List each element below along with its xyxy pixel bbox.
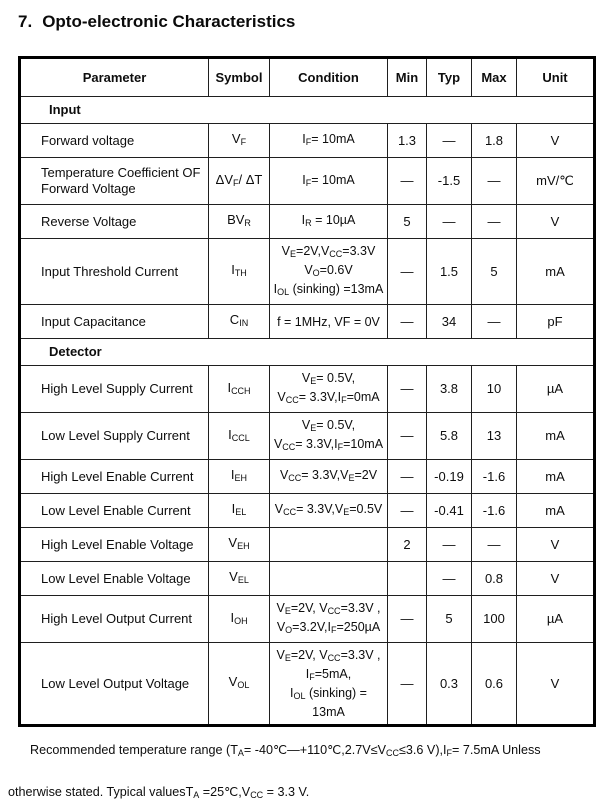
subscript: CC — [283, 507, 297, 517]
section-label: Detector — [20, 339, 595, 366]
cell-parameter: Input Capacitance — [20, 305, 209, 339]
cell-max: 13 — [472, 413, 517, 460]
subscript: CC — [282, 442, 296, 452]
subscript: E — [348, 473, 355, 483]
cell-condition — [270, 239, 388, 305]
subscript: F — [309, 672, 315, 682]
cell-unit: µA — [517, 596, 595, 643]
col-header-min: Min — [388, 58, 427, 97]
cell-min: — — [388, 239, 427, 305]
cell-symbol: $BV_R$ — [209, 205, 270, 239]
cell-typ: 5 — [427, 596, 472, 643]
subscript: E — [290, 249, 297, 259]
cell-parameter: High Level Enable Voltage — [20, 528, 209, 562]
cell-parameter: Reverse Voltage — [20, 205, 209, 239]
col-header-max: Max — [472, 58, 517, 97]
subscript: F — [330, 625, 337, 635]
cell-min: — — [388, 596, 427, 643]
cell-typ: 34 — [427, 305, 472, 339]
cell-condition — [270, 562, 388, 596]
cell-min: 2 — [388, 528, 427, 562]
characteristics-table — [18, 56, 596, 727]
cell-unit: pF — [517, 305, 595, 339]
cell-typ: — — [427, 562, 472, 596]
table-row — [20, 205, 595, 239]
cell-typ: — — [427, 528, 472, 562]
condition-line: $I_F=5mA$, — [305, 667, 352, 682]
condition-line: $I_F= 10mA$ — [302, 172, 355, 188]
cell-min — [388, 562, 427, 596]
footnote-line-1: Recommended temperature range ($T_A=$ $-40℃—+110℃,2.7V\le V_{CC}\le 3.6$ $V),I_F= 7.5mA$ Unless — [30, 743, 541, 758]
cell-max: 5 — [472, 239, 517, 305]
section-number: 7. — [18, 12, 33, 31]
col-header-unit: Unit — [517, 58, 595, 97]
cell-unit: mA — [517, 460, 595, 494]
cell-unit: V — [517, 205, 595, 239]
cell-min: 5 — [388, 205, 427, 239]
col-header-condition: Condition — [270, 58, 388, 97]
cell-symbol: $V_{EH}$ — [209, 528, 270, 562]
table-body — [20, 97, 595, 726]
condition-line: $I_{OL}$ (sinking) =13mA — [273, 282, 384, 297]
cell-symbol: $V_{OL}$ — [209, 643, 270, 726]
condition-line: $I_F= 10mA$ — [302, 132, 355, 147]
table-row — [20, 158, 595, 205]
cell-parameter: Low Level Output Voltage — [20, 643, 209, 726]
cell-typ: -0.19 — [427, 460, 472, 494]
cell-condition — [270, 413, 388, 460]
cell-max: 1.8 — [472, 124, 517, 158]
subscript: OL — [277, 287, 290, 297]
condition-line: $V_E= 0.5V$, — [301, 418, 356, 433]
table-row — [20, 460, 595, 494]
subscript: E — [310, 376, 317, 386]
cell-typ: 5.8 — [427, 413, 472, 460]
cell-parameter: High Level Enable Current — [20, 460, 209, 494]
col-header-typ: Typ — [427, 58, 472, 97]
cell-parameter: High Level Output Current — [20, 596, 209, 643]
subscript: F — [337, 442, 344, 452]
cell-condition — [270, 158, 388, 205]
cell-min: — — [388, 643, 427, 726]
subscript: EL — [235, 507, 247, 517]
cell-symbol: $\Delta V_F/$ ΔT — [209, 158, 270, 205]
cell-condition — [270, 528, 388, 562]
cell-condition — [270, 596, 388, 643]
subscript: OH — [234, 615, 248, 626]
cell-unit: V — [517, 562, 595, 596]
subscript: F — [446, 748, 453, 758]
footnote-line-2: otherwise stated. Typical valuesT$_A$ $=25℃,V_{CC} = 3.3$ V. — [8, 785, 310, 800]
cell-parameter: Input Threshold Current — [20, 239, 209, 305]
cell-typ: 1.5 — [427, 239, 472, 305]
table-row — [20, 596, 595, 643]
condition-line: $V_O=0.6V$ — [304, 263, 353, 278]
cell-condition — [270, 124, 388, 158]
table-row — [20, 562, 595, 596]
subscript: F — [341, 395, 347, 405]
subscript: E — [343, 507, 350, 517]
section-title-text: Opto-electronic Characteristics — [42, 12, 296, 31]
cell-typ: -0.41 — [427, 494, 472, 528]
col-header-parameter: Parameter — [20, 58, 209, 97]
cell-symbol: $I_{EH}$ — [209, 460, 270, 494]
table-row — [20, 643, 595, 726]
subscript: OL — [293, 691, 306, 701]
cell-parameter: High Level Supply Current — [20, 366, 209, 413]
cell-unit: mA — [517, 494, 595, 528]
subscript: F — [305, 177, 312, 188]
subscript: IN — [239, 318, 249, 328]
subscript: R — [244, 218, 251, 228]
cell-unit: V — [517, 643, 595, 726]
cell-typ: — — [427, 205, 472, 239]
cell-typ: 3.8 — [427, 366, 472, 413]
cell-max: 100 — [472, 596, 517, 643]
cell-symbol: $V_F$ — [209, 124, 270, 158]
section-row — [20, 339, 595, 366]
subscript: CCL — [231, 432, 250, 443]
section-label: Input — [20, 97, 595, 124]
table-row — [20, 239, 595, 305]
subscript: F — [305, 137, 312, 147]
subscript: TH — [234, 268, 247, 278]
cell-typ: 0.3 — [427, 643, 472, 726]
cell-condition — [270, 366, 388, 413]
subscript: A — [237, 748, 244, 758]
table-row — [20, 413, 595, 460]
condition-line: $I_R = 10\mu A$ — [301, 213, 356, 228]
subscript: OL — [237, 680, 250, 690]
cell-condition — [270, 305, 388, 339]
cell-max: 0.6 — [472, 643, 517, 726]
condition-line: $V_E=2V$, $V_{CC}=3.3V$ , — [276, 601, 381, 616]
cell-min: — — [388, 158, 427, 205]
cell-unit: V — [517, 528, 595, 562]
subscript: CC — [329, 249, 343, 259]
cell-symbol: $I_{TH}$ — [209, 239, 270, 305]
cell-parameter: Low Level Supply Current — [20, 413, 209, 460]
cell-parameter: Low Level Enable Voltage — [20, 562, 209, 596]
cell-symbol: $V_{EL}$ — [209, 562, 270, 596]
condition-line: $V_{CC}= 3.3V,I_F=0mA$ — [277, 390, 380, 405]
cell-min: — — [388, 305, 427, 339]
footnotes — [8, 743, 596, 803]
cell-condition — [270, 205, 388, 239]
cell-symbol: $I_{EL}$ — [209, 494, 270, 528]
cell-typ: — — [427, 124, 472, 158]
cell-symbol: $I_{OH}$ — [209, 596, 270, 643]
subscript: R — [305, 218, 312, 228]
table-row — [20, 305, 595, 339]
cell-max: 10 — [472, 366, 517, 413]
table-row — [20, 124, 595, 158]
col-header-symbol: Symbol — [209, 58, 270, 97]
cell-unit: mA — [517, 413, 595, 460]
cell-min: — — [388, 413, 427, 460]
subscript: EH — [234, 473, 248, 483]
cell-max: -1.6 — [472, 494, 517, 528]
subscript: O — [285, 625, 293, 635]
table-row — [20, 494, 595, 528]
condition-line: $V_E= 0.5V$, — [301, 371, 356, 386]
subscript: CC — [327, 606, 341, 616]
subscript: EH — [237, 541, 250, 551]
section-row — [20, 97, 595, 124]
cell-symbol: $C_{IN}$ — [209, 305, 270, 339]
subscript: CCH — [231, 385, 251, 396]
table-header-row — [20, 58, 595, 97]
cell-typ: -1.5 — [427, 158, 472, 205]
condition-line: $V_{CC}= 3.3V,V_E=2V$ — [279, 468, 378, 483]
cell-symbol: $I_{CCL}$ — [209, 413, 270, 460]
condition-line: $I_{OL}$ (sinking) = 13mA — [290, 686, 367, 719]
cell-unit: µA — [517, 366, 595, 413]
cell-condition — [270, 460, 388, 494]
cell-parameter: Forward voltage — [20, 124, 209, 158]
condition-line: f = 1MHz, VF = 0V — [277, 314, 380, 329]
cell-max: -1.6 — [472, 460, 517, 494]
subscript: A — [193, 790, 200, 800]
cell-parameter: Temperature Coefficient OF Forward Voltage — [20, 158, 209, 205]
cell-condition — [270, 643, 388, 726]
cell-min: 1.3 — [388, 124, 427, 158]
subscript: CC — [250, 790, 264, 800]
table-row — [20, 366, 595, 413]
page-title — [18, 12, 596, 32]
subscript: CC — [327, 653, 341, 663]
condition-line: $V_{CC}= 3.3V,V_E=0.5V$ — [274, 502, 383, 517]
subscript: F — [233, 177, 239, 188]
condition-line: $V_O=3.2V,I_F=250\mu A$ — [276, 620, 381, 635]
cell-max: 0.8 — [472, 562, 517, 596]
condition-line: $V_E=2V$, $V_{CC}=3.3V$ , — [276, 648, 381, 663]
subscript: O — [312, 268, 320, 278]
cell-max: — — [472, 305, 517, 339]
cell-unit: V — [517, 124, 595, 158]
cell-max: — — [472, 528, 517, 562]
subscript: CC — [386, 748, 400, 758]
subscript: CC — [285, 395, 299, 405]
subscript: CC — [288, 473, 302, 483]
subscript: E — [284, 653, 291, 663]
cell-max: — — [472, 158, 517, 205]
cell-max: — — [472, 205, 517, 239]
cell-unit: mV/℃ — [517, 158, 595, 205]
condition-line: $V_E=2V,V_{CC}=3.3V$ — [281, 244, 376, 259]
cell-min: — — [388, 366, 427, 413]
cell-parameter: Low Level Enable Current — [20, 494, 209, 528]
subscript: EL — [237, 575, 249, 585]
subscript: E — [284, 606, 291, 616]
cell-unit: mA — [517, 239, 595, 305]
cell-min: — — [388, 494, 427, 528]
cell-symbol: $I_{CCH}$ — [209, 366, 270, 413]
cell-min: — — [388, 460, 427, 494]
subscript: E — [310, 423, 317, 433]
table-row — [20, 528, 595, 562]
condition-line: $V_{CC}= 3.3V,I_F=10mA$ — [273, 437, 384, 452]
cell-condition — [270, 494, 388, 528]
subscript: F — [240, 137, 247, 147]
